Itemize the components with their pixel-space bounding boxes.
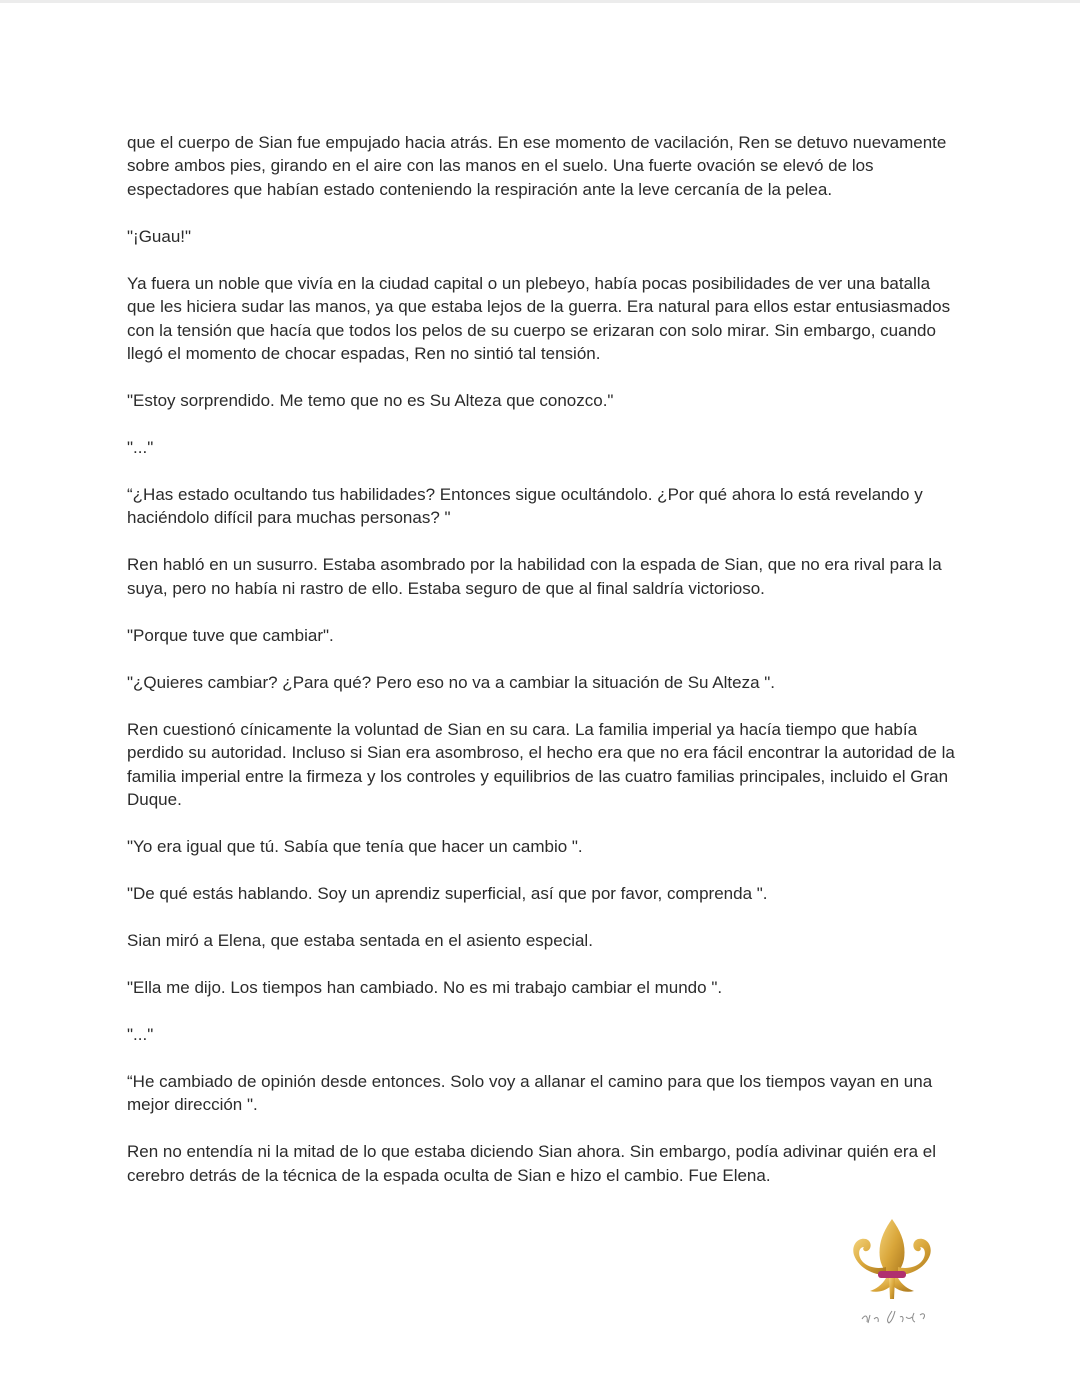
paragraph: "¿Quieres cambiar? ¿Para qué? Pero eso no va a cambiar la situación de Su Alteza ". [127,672,776,692]
paragraph: Ren cuestionó cínicamente la voluntad de Sian en su cara. La familia imperial ya hacía tiempo que había perdido su autoridad. Incluso si Sian era asombroso, el hecho era que no era fácil encontrar la autoridad de la familia imperial entre la firmeza y los controles y equilibrios de las cuatro familias principales, incluido el Gran Duque. [127,719,955,810]
document-body [127,131,957,1211]
paragraph: "Ella me dijo. Los tiempos han cambiado. No es mi trabajo cambiar el mundo ". [127,978,723,998]
paragraph: "Yo era igual que tú. Sabía que tenía que hacer un cambio ". [127,837,583,857]
paragraph: "Estoy sorprendido. Me temo que no es Su Alteza que conozco." [127,391,614,411]
paragraph: "¡Guau!" [127,226,192,246]
paragraph: "..." [127,1025,154,1045]
document-page [0,3,1080,1400]
paragraph: “He cambiado de opinión desde entonces. Solo voy a allanar el camino para que los tiempos vayan en una mejor dirección ". [127,1072,933,1115]
fleur-de-lis-icon [842,1215,942,1335]
paragraph: “¿Has estado ocultando tus habilidades? Entonces sigue ocultándolo. ¿Por qué ahora lo está revelando y haciéndolo difícil para muchas personas? " [127,485,923,528]
paragraph: que el cuerpo de Sian fue empujado hacia atrás. En ese momento de vacilación, Ren se detuvo nuevamente sobre ambos pies, girando en el aire con las manos en el suelo. Una fuerte ovación se elevó de los espectadores que habían estado conteniendo la respiración ante la leve cercanía de la pelea. [127,133,947,199]
paragraph: "..." [127,438,154,458]
paragraph: Ren no entendía ni la mitad de lo que estaba diciendo Sian ahora. Sin embargo, podía adivinar quién era el cerebro detrás de la técnica de la espada oculta de Sian e hizo el cambio. Fue Elena. [127,1142,937,1185]
paragraph: Sian miró a Elena, que estaba sentada en el asiento especial. [127,931,593,951]
paragraph: "Porque tuve que cambiar". [127,625,334,645]
paragraph: Ya fuera un noble que vivía en la ciudad capital o un plebeyo, había pocas posibilidades de ver una batalla que les hiciera sudar las manos, ya que estaba lejos de la guerra. Era natural para ellos estar entusiasmados con la tensión que hacía que todos los pelos de su cuerpo se erizaran con solo mirar. Sin embargo, cuando llegó el momento de chocar espadas, Ren no sintió tal tensión. [127,273,951,364]
paragraph: Ren habló en un susurro. Estaba asombrado por la habilidad con la espada de Sian, que no era rival para la suya, pero no había ni rastro de ello. Estaba seguro de que al final saldría victorioso. [127,555,942,598]
paragraph: "De qué estás hablando. Soy un aprendiz superficial, así que por favor, comprenda ". [127,884,768,904]
fleur-de-lis-logo [842,1215,942,1335]
